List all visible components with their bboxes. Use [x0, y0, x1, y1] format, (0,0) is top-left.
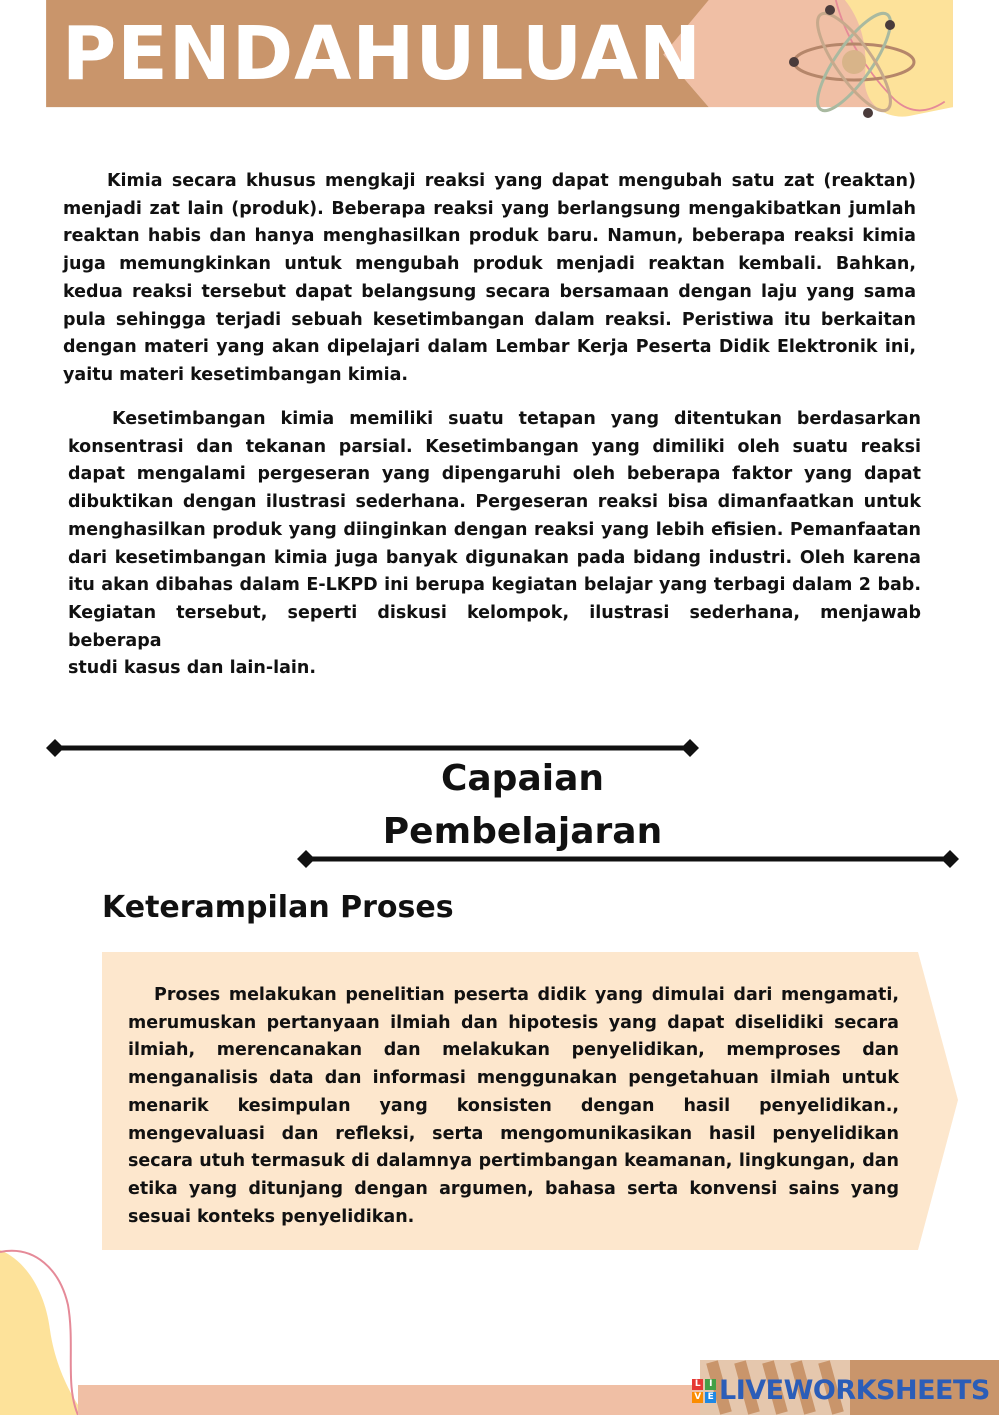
intro-paragraph-1-text: Kimia secara khusus mengkaji reaksi yang dapat mengubah satu zat (reaktan) menjadi zat lain (produk). Beberapa reaksi yang berlangsung mengakibatkan jumlah reaktan habis dan hanya menghasilkan produk baru. Namun, beberapa reaksi kimia juga memungkinkan untuk mengubah produk menjadi reaktan kembali. Bahkan, kedua reaksi tersebut dapat belangsung secara bersamaan dengan laju yang sama pula sehingga terjadi sebuah kesetimbangan dalam reaksi. Peristiwa itu berkaitan dengan materi yang akan dipelajari dalam Lembar Kerja Peserta Didik Elektronik ini, yaitu materi kesetimbangan kimia. — [63, 171, 916, 385]
skill-description-text: Proses melakukan penelitian peserta didik yang dimulai dari mengamati, merumuskan pertanyaan ilmiah dan hipotesis yang dapat diselidiki secara ilmiah, merencanakan dan melakukan penyelidikan, memproses dan menganalisis data dan informasi menggunakan pengetahuan ilmiah untuk menarik kesimpulan yang konsisten dengan hasil penyelidikan., mengevaluasi dan refleksi, serta mengomunikasikan hasil penyelidikan secara utuh termasuk di dalamnya pertimbangan keamanan, lingkungan, dan etika yang ditunjang dengan argumen, bahasa serta konvensi sains yang sesuai konteks penyelidikan. — [128, 985, 899, 1227]
intro-paragraph-2-text: Kesetimbangan kimia memiliki suatu tetapan yang ditentukan berdasarkan konsentrasi dan tekanan parsial. Kesetimbangan yang dimiliki oleh suatu reaksi dapat mengalami pergeseran yang dipengaruhi oleh beberapa faktor yang dapat dibuktikan dengan ilustrasi sederhana. Pergeseran reaksi bisa dimanfaatkan untuk menghasilkan produk yang diinginkan dengan reaksi yang lebih efisien. Pemanfaatan dari kesetimbangan kimia juga banyak digunakan pada bidang industri. Oleh karena itu akan dibahas dalam E-LKPD ini berupa kegiatan belajar yang terbagi dalam 2 bab. Kegiatan tersebut, seperti diskusi kelompok, ilustrasi sederhana, menjawab beberapa — [68, 409, 921, 651]
logo-letter-v: V — [692, 1392, 703, 1403]
brand-name: LIVEWORKSHEETS — [719, 1375, 990, 1406]
page-title: PENDAHULUAN — [62, 11, 702, 97]
section-title-line-2: Pembelajaran — [382, 811, 663, 852]
logo-letter-e: E — [705, 1392, 716, 1403]
intro-paragraph-2-tail: studi kasus dan lain-lain. — [68, 658, 317, 679]
logo-letter-i: I — [705, 1379, 716, 1390]
logo-letter-l: L — [692, 1379, 703, 1390]
section-title-line-1: Capaian — [440, 758, 605, 799]
logo-icon — [692, 1379, 716, 1403]
liveworksheets-logo[interactable] — [692, 1375, 990, 1407]
skill-heading: Keterampilan Proses — [102, 890, 454, 925]
